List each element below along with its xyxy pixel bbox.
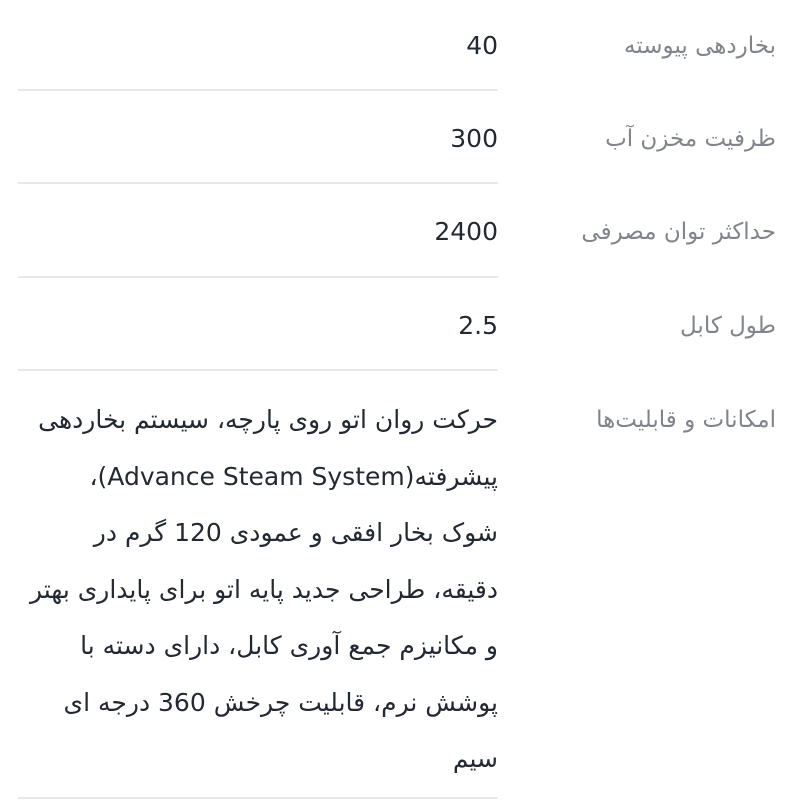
divider [18,182,498,184]
spec-label: حداکثر توان مصرفی [581,219,776,245]
spec-label: طول کابل [680,313,776,339]
divider [18,797,498,799]
spec-label: بخاردهی پیوسته [624,33,776,59]
spec-label: امکانات و قابلیت‌ها [596,407,776,433]
spec-value: 40 [466,31,498,60]
spec-label: ظرفیت مخزن آب [605,126,776,152]
divider [18,369,498,371]
divider [18,276,498,278]
spec-value: 2.5 [458,311,498,340]
spec-value: 2400 [434,217,498,246]
spec-value: حرکت روان اتو روی پارچه، سیستم بخاردهی پیشرفته(Advance Steam System)، شوک بخار افقی و عمودی 120 گرم در دقیقه، طراحی جدید پایه اتو برای پایداری بهتر و مکانیزم جمع آوری کابل، دارای دسته با پوشش نرم، قابلیت چرخش 360 درجه ای سیم [29,405,498,773]
divider [18,89,498,91]
spec-value: 300 [450,124,498,153]
